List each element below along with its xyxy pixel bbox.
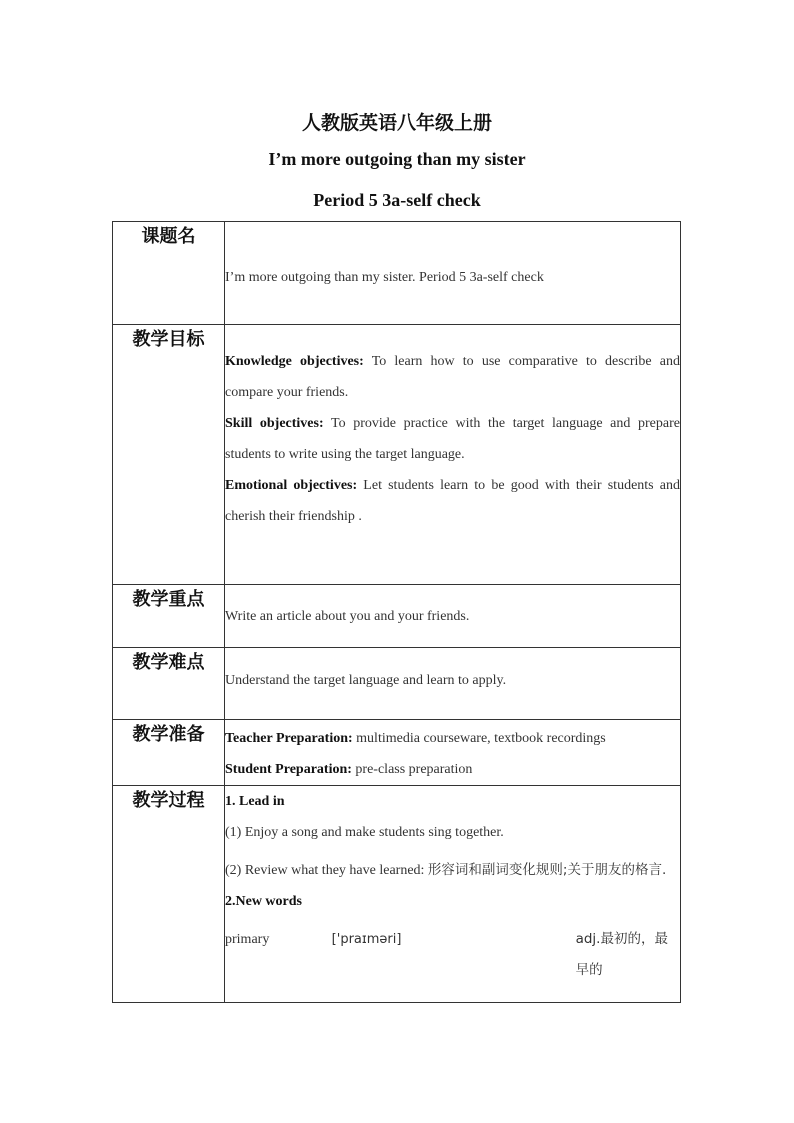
document-title: 人教版英语八年级上册 xyxy=(301,112,492,134)
student-preparation-text: pre-class preparation xyxy=(351,762,473,777)
table-row-preparation xyxy=(113,720,681,786)
key-points-label: 教学重点 xyxy=(113,585,225,648)
skill-objective-text: To provide practice with the target language and prepare students to write using the target language. xyxy=(225,416,680,462)
difficulties-label: 教学难点 xyxy=(113,648,225,720)
teacher-preparation-head: Teacher Preparation: xyxy=(225,731,353,746)
step1-item-b-en: (2) Review what they have learned: xyxy=(225,863,428,878)
topic-cell xyxy=(225,222,681,325)
knowledge-objective-text: To learn how to use comparative to describe and compare your friends. xyxy=(225,354,680,400)
student-preparation-head: Student Preparation: xyxy=(225,762,352,777)
step1-item-a: (1) Enjoy a song and make students sing together. xyxy=(225,825,504,840)
table-row-topic xyxy=(113,222,681,325)
preparation-label: 教学准备 xyxy=(113,720,225,786)
lesson-title: I’m more outgoing than my sister xyxy=(268,149,526,169)
step1-heading xyxy=(225,786,680,817)
step1-item-b xyxy=(225,855,680,886)
topic-label: 课题名 xyxy=(113,222,225,325)
step1-heading-text: 1. Lead in xyxy=(225,794,285,809)
difficulties-cell xyxy=(225,648,681,720)
teacher-preparation-text: multimedia courseware, textbook recordings xyxy=(352,731,606,746)
objectives-cell xyxy=(225,325,681,585)
vocab-phonetic: ['praɪməri] xyxy=(331,932,402,947)
emotional-objective-head: Emotional objectives: xyxy=(225,478,358,493)
table-row-key-points xyxy=(113,585,681,648)
process-cell xyxy=(225,786,681,1003)
lesson-plan-table xyxy=(112,221,681,1003)
step2-heading-text: 2.New words xyxy=(225,894,302,909)
step1-item-b-cn: 形容词和副词变化规则;关于朋友的格言. xyxy=(427,862,667,878)
preparation-cell xyxy=(225,720,681,786)
period-title: Period 5 3a-self check xyxy=(313,190,481,210)
process-label: 教学过程 xyxy=(113,786,225,1003)
knowledge-objective-head: Knowledge objectives: xyxy=(225,354,364,369)
vocab-word: primary xyxy=(225,932,270,947)
vocab-meaning: adj.最初的，最早的 xyxy=(575,931,668,978)
step2-heading xyxy=(225,886,680,917)
emotional-objective-text: Let students learn to be good with their students and cherish their friendship . xyxy=(225,478,680,524)
skill-objective xyxy=(225,408,680,470)
vocab-row xyxy=(225,924,680,986)
table-row-difficulties xyxy=(113,648,681,720)
table-row-objectives xyxy=(113,325,681,585)
student-preparation xyxy=(225,754,680,785)
key-points-text: Write an article about you and your friends. xyxy=(225,609,470,624)
emotional-objective xyxy=(225,470,680,532)
topic-text: I’m more outgoing than my sister. Period 5 3a-self check xyxy=(225,270,544,285)
table-row-process xyxy=(113,786,681,1003)
objectives-label: 教学目标 xyxy=(113,325,225,585)
teacher-preparation xyxy=(225,720,680,754)
key-points-cell xyxy=(225,585,681,648)
knowledge-objective xyxy=(225,325,680,408)
difficulties-text: Understand the target language and learn to apply. xyxy=(225,673,507,688)
skill-objective-head: Skill objectives: xyxy=(225,416,324,431)
